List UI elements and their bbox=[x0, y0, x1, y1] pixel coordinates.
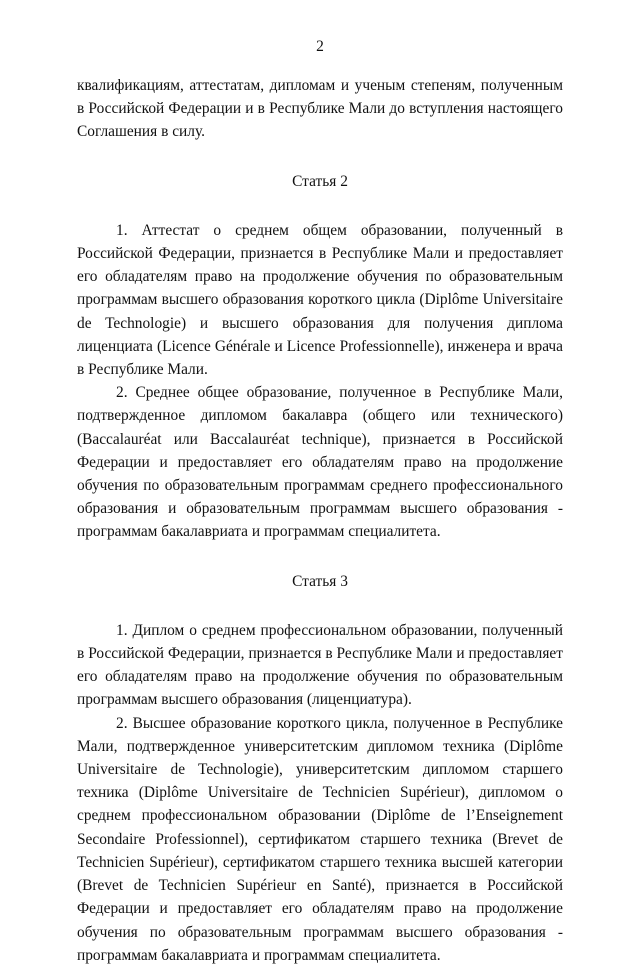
article-3-paragraph-2: 2. Высшее образование короткого цикла, полученное в Республике Мали, подтвержденное университетским дипломом техника (Diplôme Universitaire de Technologie), университетским дипломом старшего техника (Diplôme Universitaire de Technicien Supérieur), дипломом о среднем профессиональном образовании (Diplôme de l’Enseignement Secondaire Professionnel), сертификатом старшего техника (Brevet de Technicien Supérieur), сертификатом старшего техника высшей категории (Brevet de Technicien Supérieur en Santé), признается в Российской Федерации и предоставляет его обладателям право на продолжение обучения по образовательным программам высшего образования - программам бакалавриата и программам специалитета. bbox=[77, 714, 563, 964]
article-2-paragraph-2: 2. Среднее общее образование, полученное в Республике Мали, подтвержденное дипломом бакалавра (общего или технического) (Baccalauréat или Baccalauréat technique), признается в Российской Федерации и предоставляет его обладателям право на продолжение обучения по образовательным программам среднего профессионального образования и образовательным программам высшего образования - программам бакалавриата и программам специалитета. bbox=[77, 384, 563, 541]
page-number: 2 bbox=[316, 38, 324, 55]
intro-paragraph: квалификациям, аттестатам, дипломам и ученым степеням, полученным в Российской Федерации и в Республике Мали до вступления настоящего Соглашения в силу. bbox=[77, 77, 563, 141]
article-3-heading: Статья 3 bbox=[292, 572, 348, 590]
article-3-paragraph-1: 1. Диплом о среднем профессиональном образовании, полученный в Российской Федерации, признается в Республике Мали и предоставляет его обладателям право на продолжение обучения по образовательным программам высшего образования (лиценциатура). bbox=[77, 621, 563, 709]
document-body bbox=[77, 74, 563, 967]
article-2-heading: Статья 2 bbox=[292, 172, 348, 190]
article-2-paragraph-1: 1. Аттестат о среднем общем образовании, полученный в Российской Федерации, признается в Республике Мали и предоставляет его обладателям право на продолжение обучения по образовательным программам высшего образования короткого цикла (Diplôme Universitaire de Technologie) и высшего образования для получения диплома лиценциата (Licence Générale и Licence Professionnelle), инженера и врача в Республике Мали. bbox=[77, 221, 563, 379]
